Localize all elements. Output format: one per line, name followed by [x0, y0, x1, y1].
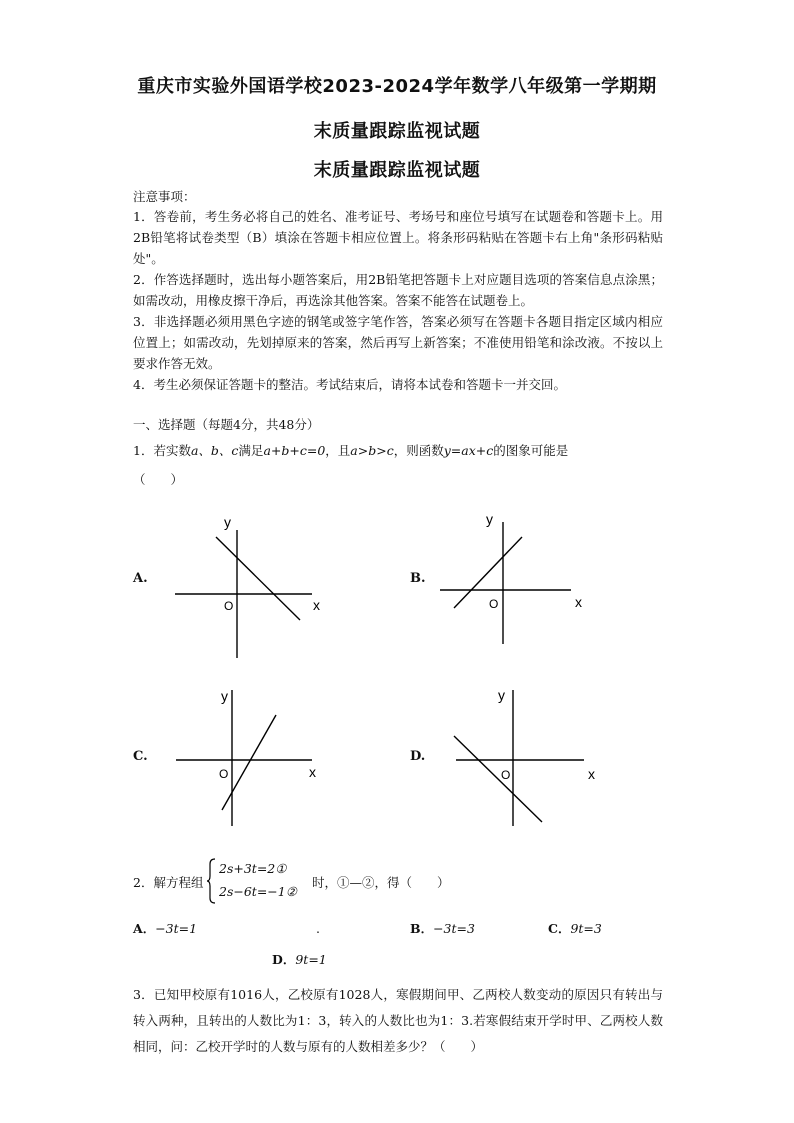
q1-option-c-label[interactable]: C. — [133, 749, 148, 764]
title-line-2: 末质量跟踪监视试题 — [313, 121, 481, 142]
graph-d-y-label: y — [498, 687, 505, 703]
q1-mid3: ，则函数 — [393, 443, 444, 458]
q2-prefix: 2．解方程组 — [133, 875, 204, 890]
q2-option-a-letter: A． — [133, 921, 156, 936]
graph-c-y-label: y — [221, 688, 228, 704]
q1-option-b-label[interactable]: B. — [410, 571, 426, 586]
q2-option-c-value: 9t=3 — [570, 921, 602, 936]
q2-option-b-value: −3t=3 — [433, 921, 475, 936]
graph-b-origin-label: O — [489, 597, 499, 611]
notice-heading: 注意事项： — [133, 189, 196, 204]
q2-option-d-letter: D． — [272, 952, 296, 967]
graph-c-function-line — [222, 715, 276, 810]
title-line-1: 重庆市实验外国语学校2023-2024学年数学八年级第一学期期 — [137, 76, 657, 97]
q2-suffix: 时，①—②，得（ ） — [312, 875, 450, 890]
graph-b-function-line — [454, 537, 522, 608]
q1-graph-c — [170, 684, 330, 839]
q2-option-c[interactable] — [548, 918, 602, 939]
graph-a-x-label: x — [313, 597, 320, 613]
graph-a-origin-label: O — [224, 599, 234, 613]
q2-option-a[interactable] — [133, 918, 197, 939]
q1-suffix: 的图象可能是 — [493, 443, 569, 458]
title-line-3: 末质量跟踪监视试题 — [313, 160, 481, 181]
section-heading: 一、选择题（每题4分，共48分） — [133, 417, 320, 432]
q2-option-d[interactable] — [272, 949, 327, 970]
q2-option-d-value: 9t=1 — [295, 952, 327, 967]
q1-option-a-label[interactable]: A. — [133, 571, 148, 586]
q1-graph-d — [436, 684, 596, 839]
q1-vars: a、b、c — [190, 443, 239, 458]
q2-brace — [207, 858, 217, 904]
graph-c-origin-label: O — [219, 767, 229, 781]
question-1-stem — [133, 440, 568, 461]
q2-equation-2: 2s−6t=−1② — [219, 884, 297, 899]
q1-graph-a — [170, 508, 330, 663]
q2-option-a-value: −3t=1 — [155, 921, 198, 936]
graph-d-function-line — [454, 736, 542, 822]
q1-graph-b — [436, 508, 596, 663]
q2-equation-1: 2s+3t=2① — [219, 861, 287, 876]
q1-prefix: 1．若实数 — [133, 443, 191, 458]
notice-item-4: 4．考生必须保证答题卡的整洁。考试结束后，请将本试卷和答题卡一并交回。 — [133, 377, 566, 392]
q2-option-b-letter: B． — [410, 921, 434, 936]
q1-option-d-label[interactable]: D. — [410, 749, 426, 764]
q1-mid1: 满足 — [238, 443, 264, 458]
q1-mid2: ，且 — [325, 443, 351, 458]
q1-func: y=ax+c — [443, 443, 494, 458]
q2-option-c-letter: C． — [548, 921, 571, 936]
notice-item-3: 3．非选择题必须用黑色字迹的钢笔或签字笔作答，答案必须写在答题卡各题目指定区域内相应位置上；如需改动，先划掉原来的答案，然后再写上新答案；不准使用铅笔和涂改液。不按以上要求作答无效。 — [133, 314, 663, 371]
question-3-text: 3．已知甲校原有1016人，乙校原有1028人，寒假期间甲、乙两校人数变动的原因只有转出与转入两种，且转出的人数比为1：3，转入的人数比也为1：3.若寒假结束开学时甲、乙两校人数相同，问：乙校开学时的人数与原有的人数相差多少？（ ） — [133, 987, 663, 1054]
q2-option-b[interactable] — [410, 918, 475, 939]
q1-cond1: a+b+c=0 — [263, 443, 326, 458]
graph-b-y-label: y — [486, 511, 493, 527]
q1-answer-paren: （ ） — [133, 472, 184, 487]
q2-option-a-trail: . — [316, 921, 320, 936]
notice-item-2: 2．作答选择题时，选出每小题答案后，用2B铅笔把答题卡上对应题目选项的答案信息点涂黑；如需改动，用橡皮擦干净后，再选涂其他答案。答案不能答在试题卷上。 — [133, 272, 663, 308]
q1-cond2: a>b>c — [350, 443, 394, 458]
graph-c-x-label: x — [309, 764, 316, 780]
notice-item-1: 1．答卷前，考生务必将自己的姓名、准考证号、考场号和座位号填写在试题卷和答题卡上。用2B铅笔将试卷类型（B）填涂在答题卡相应位置上。将条形码粘贴在答题卡右上角"条形码粘贴处"。 — [133, 209, 663, 266]
graph-d-origin-label: O — [501, 768, 511, 782]
graph-a-y-label: y — [224, 514, 231, 530]
graph-d-x-label: x — [588, 766, 595, 782]
graph-b-x-label: x — [575, 594, 582, 610]
